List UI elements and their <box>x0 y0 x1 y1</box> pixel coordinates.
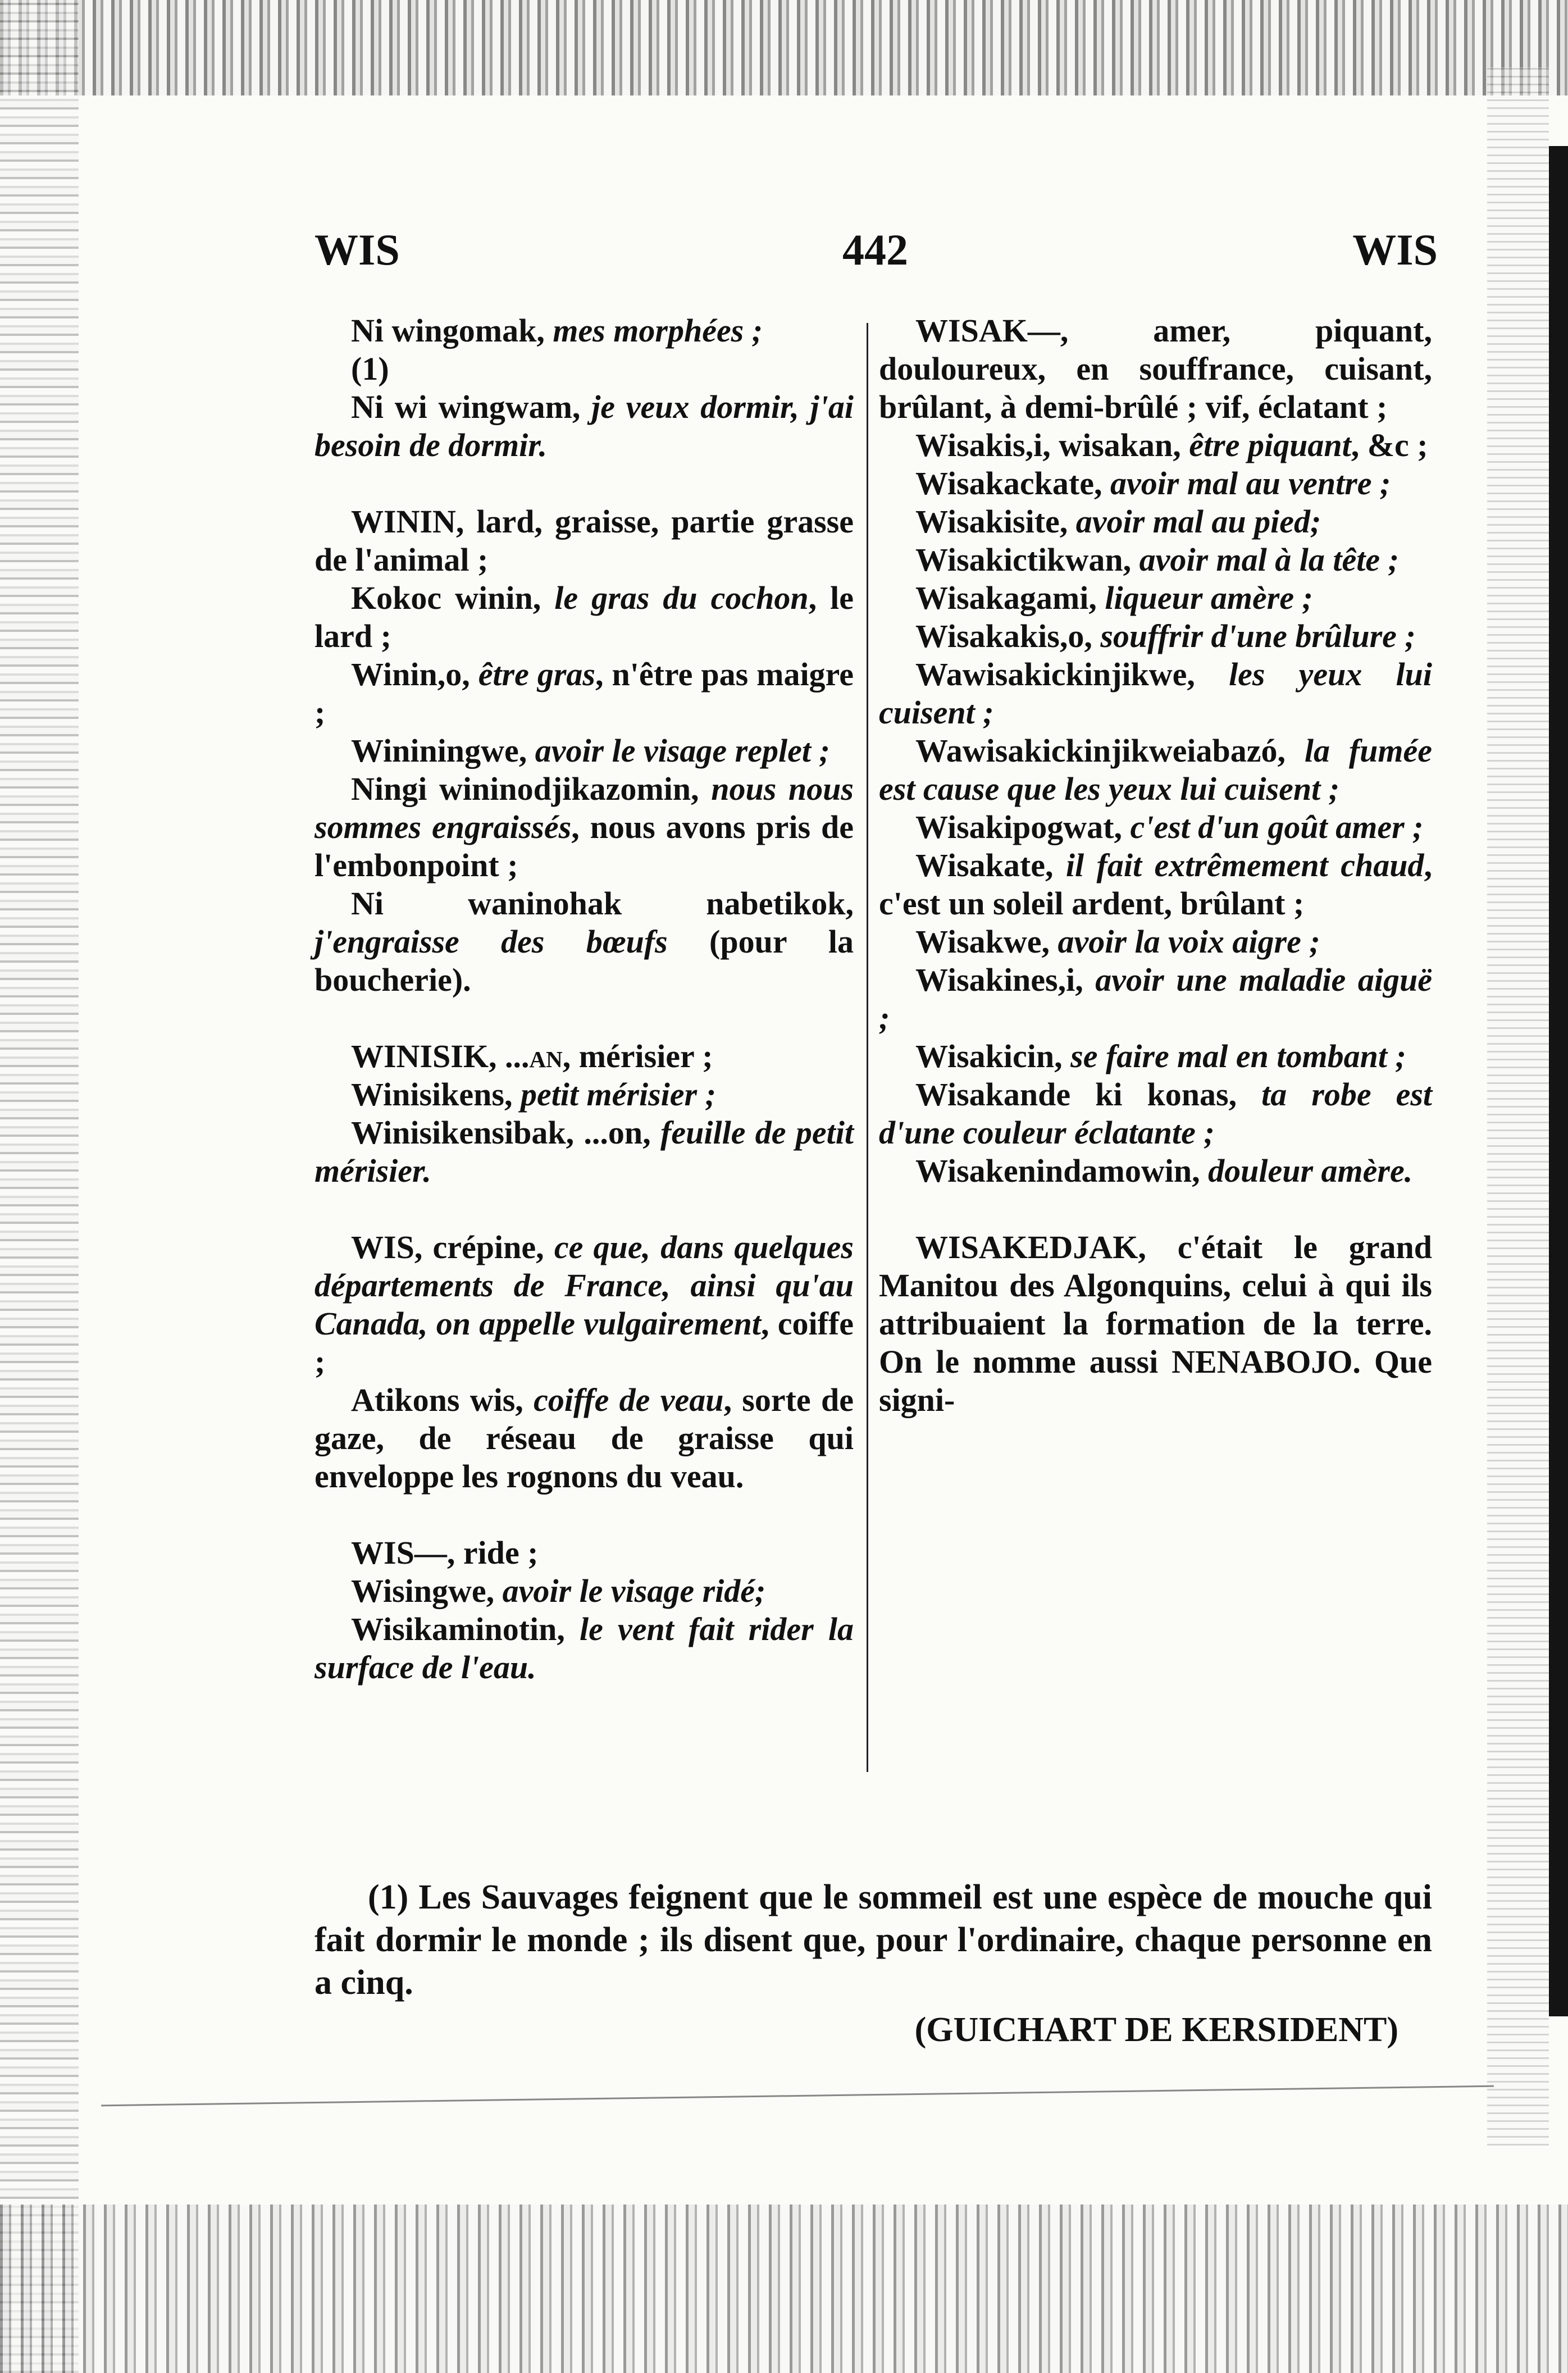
dictionary-entry: Wawisakickinjikweiabazó, la fumée est cause que les yeux lui cuisent ; <box>879 732 1432 807</box>
scan-noise-bottom <box>0 2205 1568 2373</box>
scan-binding-edge <box>1549 146 1568 2016</box>
dictionary-entry: Ni wingomak, mes morphées ; (1) <box>314 312 854 388</box>
dictionary-entry: Wisakictikwan, avoir mal à la tête ; <box>915 541 1399 578</box>
footnote-marker: (1) <box>351 350 389 387</box>
column-divider <box>867 323 868 1772</box>
dictionary-entry: Wisikaminotin, le vent fait rider la surface de l'eau. <box>314 1611 854 1686</box>
scan-noise-top <box>0 0 1568 95</box>
dictionary-entry: Atikons wis, coiffe de veau, sorte de gaze, de réseau de graisse qui enveloppe les rognons du veau. <box>314 1382 854 1495</box>
dictionary-entry: Wawisakickinjikwe, les yeux lui cuisent ; <box>879 656 1432 731</box>
dictionary-entry: Wisakande ki konas, ta robe est d'une couleur éclatante ; <box>879 1076 1433 1151</box>
dictionary-headword-entry: WININ, lard, graisse, partie grasse de l'animal ; <box>314 503 854 578</box>
scan-noise-right <box>1487 67 1549 2146</box>
dictionary-entry: Wisakakis,o, souffrir d'une brûlure ; <box>915 618 1416 654</box>
dictionary-entry: Kokoc winin, le gras du cochon, le lard ; <box>314 580 854 654</box>
dictionary-entry: Wisakenindamowin, douleur amère. <box>915 1153 1413 1189</box>
dictionary-entry: Ningi wininodjikazomin, nous nous sommes engraissés, nous avons pris de l'embonpoint ; <box>314 771 854 883</box>
dictionary-entry: Ni waninohak nabetikok, j'engraisse des bœufs (pour la boucherie). <box>314 885 854 998</box>
footnote <box>314 1876 1432 2051</box>
header-right-guide-word: WIS <box>1352 225 1438 274</box>
dictionary-headword-entry: WISAK—, amer, piquant, douloureux, en souffrance, cuisant, brûlant, à demi-brûlé ; vif, éclatant ; <box>879 312 1432 425</box>
running-header <box>314 225 1438 286</box>
dictionary-headword-entry: WINISIK, ...an, mérisier ; <box>351 1038 713 1074</box>
dictionary-entry: Wisakis,i, wisakan, être piquant, &c ; <box>915 427 1428 463</box>
dictionary-entry: Wisakackate, avoir mal au ventre ; <box>915 465 1391 502</box>
page-bottom-rule <box>101 2085 1494 2107</box>
dictionary-entry: Wisakicin, se faire mal en tombant ; <box>915 1038 1406 1074</box>
dictionary-entry: Wininingwe, avoir le visage replet ; <box>351 732 830 769</box>
dictionary-entry: Wisingwe, avoir le visage ridé; <box>351 1573 766 1609</box>
dictionary-entry: Ni wi wingwam, je veux dormir, j'ai besoin de dormir. <box>314 389 854 463</box>
left-column <box>314 312 854 1687</box>
footnote-text: (1) Les Sauvages feignent que le sommeil est une espèce de mouche qui fait dormir le monde ; ils disent que, pour l'ordinaire, chaque personne en a cinq. <box>314 1878 1432 2002</box>
right-column <box>879 312 1432 1419</box>
dictionary-entry: Winisikens, petit mérisier ; <box>351 1076 716 1113</box>
dictionary-entry: Wisakipogwat, c'est d'un goût amer ; <box>915 809 1424 845</box>
scan-noise-left <box>0 0 79 2373</box>
dictionary-entry: Wisakate, il fait extrêmement chaud, c'est un soleil ardent, brûlant ; <box>879 847 1432 922</box>
dictionary-headword-entry: WIS, crépine, ce que, dans quelques départements de France, ainsi qu'au Canada, on appelle vulgairement, coiffe ; <box>314 1229 854 1380</box>
footnote-signature: (GUICHART DE KERSIDENT) <box>914 2011 1398 2049</box>
dictionary-entry: Wisakagami, liqueur amère ; <box>915 580 1313 616</box>
header-left-guide-word: WIS <box>314 225 400 274</box>
page-number: 442 <box>842 225 908 274</box>
dictionary-entry: Wisakines,i, avoir une maladie aiguë ; <box>879 962 1432 1036</box>
dictionary-headword-entry: WIS—, ride ; <box>351 1534 539 1571</box>
dictionary-entry: Winisikensibak, ...on, feuille de petit mérisier. <box>314 1114 854 1189</box>
dictionary-entry: Wisakwe, avoir la voix aigre ; <box>915 923 1320 960</box>
dictionary-entry: Wisakisite, avoir mal au pied; <box>915 503 1321 540</box>
dictionary-headword-entry: WISAKEDJAK, c'était le grand Manitou des Algonquins, celui à qui ils attribuaient la formation de la terre. On le nomme aussi NENABOJO. Que signi- <box>879 1229 1432 1418</box>
dictionary-entry: Winin,o, être gras, n'être pas maigre ; <box>314 656 854 731</box>
